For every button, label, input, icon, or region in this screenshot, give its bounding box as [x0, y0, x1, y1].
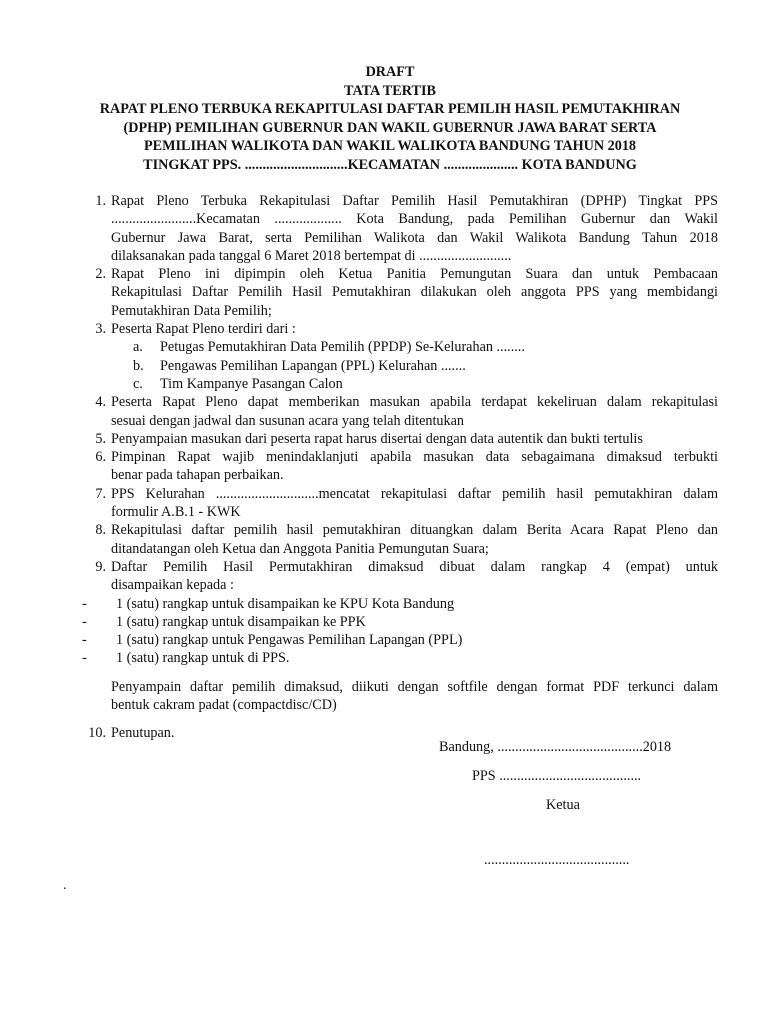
note-line: Penyampain daftar pemilih dimaksud, diikuti dengan softfile dengan format PDF terkunci dalam	[111, 678, 718, 695]
rule-item-3	[82, 320, 718, 393]
dash-mark: -	[82, 632, 87, 649]
rule-item-8	[82, 521, 718, 558]
rule-text-line: Rekapitulasi daftar pemilih hasil pemutakhiran dituangkan dalam Berita Acara Rapat Pleno dan	[111, 522, 718, 539]
rule-text-line: benar pada tahapan perbaikan.	[111, 467, 284, 484]
rule-number: 8.	[95, 522, 106, 539]
draft-label: DRAFT	[365, 64, 415, 80]
rule-text-line: PPS Kelurahan .............................mencatat rekapitulasi daftar pemilih hasil pemutakhiran dalam	[111, 485, 718, 502]
sub-letter: a.	[133, 339, 143, 356]
rule-item-5	[82, 430, 718, 448]
participant-item-c	[111, 375, 718, 393]
sub-text: Tim Kampanye Pasangan Calon	[160, 375, 343, 392]
rule-text-line: Rapat Pleno ini dipimpin oleh Ketua Panitia Pemungutan Suara dan untuk Pembacaan	[111, 266, 718, 283]
title-tata-tertib: TATA TERTIB	[344, 82, 436, 99]
signature-name-line: .........................................	[484, 852, 630, 868]
recipient-text: 1 (satu) rangkap untuk Pengawas Pemilihan Lapangan (PPL)	[116, 632, 463, 649]
signature-pps: PPS ........................................	[472, 768, 642, 784]
participant-list	[111, 338, 718, 393]
rule-text-line: Penyampaian masukan dari peserta rapat harus disertai dengan data autentik dan bukti tertulis	[111, 430, 643, 447]
rule-number: 6.	[95, 449, 106, 466]
recipient-text: 1 (satu) rangkap untuk disampaikan ke KPU Kota Bandung	[116, 595, 455, 612]
rule-number: 1.	[95, 193, 106, 209]
signature-role: Ketua	[546, 797, 580, 813]
rules-list	[82, 192, 718, 743]
rule-text-line: Daftar Pemilih Hasil Permutakhiran dimaksud dibuat dalam rangkap 4 (empat) untuk	[111, 558, 718, 575]
rule-text-line: Pemutakhiran Data Pemilih;	[111, 302, 272, 319]
title-line-4: TINGKAT PPS. .............................KECAMATAN ..................... KOTA BANDUNG	[143, 156, 637, 173]
rule-number: 4.	[95, 394, 106, 411]
dash-mark: -	[82, 613, 87, 630]
rule-text-line: Peserta Rapat Pleno dapat memberikan masukan apabila terdapat kekeliruan dalam rekapitulasi	[111, 394, 718, 411]
participant-item-b	[111, 357, 718, 375]
note-line: bentuk cakram padat (compactdisc/CD)	[111, 697, 337, 714]
participant-item-a	[111, 338, 718, 356]
recipient-item-3	[82, 631, 718, 649]
recipient-text: 1 (satu) rangkap untuk disampaikan ke PPK	[116, 613, 366, 630]
rule-text-line: Penutupan.	[111, 725, 175, 742]
rule-item-9	[82, 558, 718, 714]
rule-number: 5.	[95, 430, 106, 447]
rule-text-line: Rekapitulasi Daftar Pemilih Hasil Pemutakhiran dilakukan oleh anggota PPS yang membidangi	[111, 284, 718, 301]
rule-item-7	[82, 485, 718, 522]
document-header	[60, 63, 720, 175]
rule-text-line: Rapat Pleno Terbuka Rekapitulasi Daftar Pemilih Hasil Pemutakhiran (DPHP) Tingkat PPS	[111, 193, 718, 209]
sub-text: Pengawas Pemilihan Lapangan (PPL) Kelurahan .......	[160, 357, 466, 374]
rule-number: 7.	[95, 485, 106, 502]
recipient-item-4	[82, 649, 718, 667]
sub-letter: c.	[133, 375, 143, 392]
dash-mark: -	[82, 595, 87, 612]
footer-mark: .	[63, 878, 67, 893]
rule-text-line: dilaksanakan pada tanggal 6 Maret 2018 bertempat di ..........................	[111, 247, 512, 264]
rule-number: 3.	[95, 321, 106, 338]
dash-mark: -	[82, 650, 87, 667]
rule-text-line: formulir A.B.1 - KWK	[111, 504, 241, 521]
rule-text-line: Gubernur Jawa Barat, serta Pemilihan Walikota dan Wakil Walikota Bandung Tahun 2018	[111, 229, 718, 246]
title-line-2: (DPHP) PEMILIHAN GUBERNUR DAN WAKIL GUBERNUR JAWA BARAT SERTA	[123, 119, 657, 136]
signature-place-date: Bandung, .........................................2018	[439, 739, 672, 755]
recipient-item-1	[82, 595, 718, 613]
rule-number: 9.	[95, 558, 106, 575]
sub-text: Petugas Pemutakhiran Data Pemilih (PPDP) Se-Kelurahan ........	[160, 339, 525, 356]
rule-number: 10.	[88, 725, 106, 742]
title-line-1: RAPAT PLENO TERBUKA REKAPITULASI DAFTAR PEMILIH HASIL PEMUTAKHIRAN	[99, 101, 681, 118]
softfile-note	[111, 678, 718, 715]
rule-text-line: Pimpinan Rapat wajib menindaklanjuti apabila masukan data sebagaimana dimaksud terbukti	[111, 449, 718, 466]
rule-item-6	[82, 448, 718, 485]
rule-text-line: Peserta Rapat Pleno terdiri dari :	[111, 321, 296, 338]
rule-item-4	[82, 393, 718, 430]
rule-text-line: ........................Kecamatan ................... Kota Bandung, pada Pemilihan Gubernur dan Wakil	[111, 211, 718, 228]
rule-number: 2.	[95, 266, 106, 283]
rule-text-line: disampaikan kepada :	[111, 577, 234, 594]
rule-text-line: sesuai dengan jadwal dan susunan acara yang telah ditentukan	[111, 412, 464, 429]
sub-letter: b.	[133, 357, 144, 374]
rule-text-line: ditandatangan oleh Ketua dan Anggota Panitia Pemungutan Suara;	[111, 540, 489, 557]
recipient-item-2	[82, 613, 718, 631]
rule-item-2	[82, 265, 718, 320]
rule-item-1	[82, 192, 718, 265]
recipient-text: 1 (satu) rangkap untuk di PPS.	[116, 650, 290, 667]
title-line-3: PEMILIHAN WALIKOTA DAN WAKIL WALIKOTA BANDUNG TAHUN 2018	[143, 138, 637, 155]
